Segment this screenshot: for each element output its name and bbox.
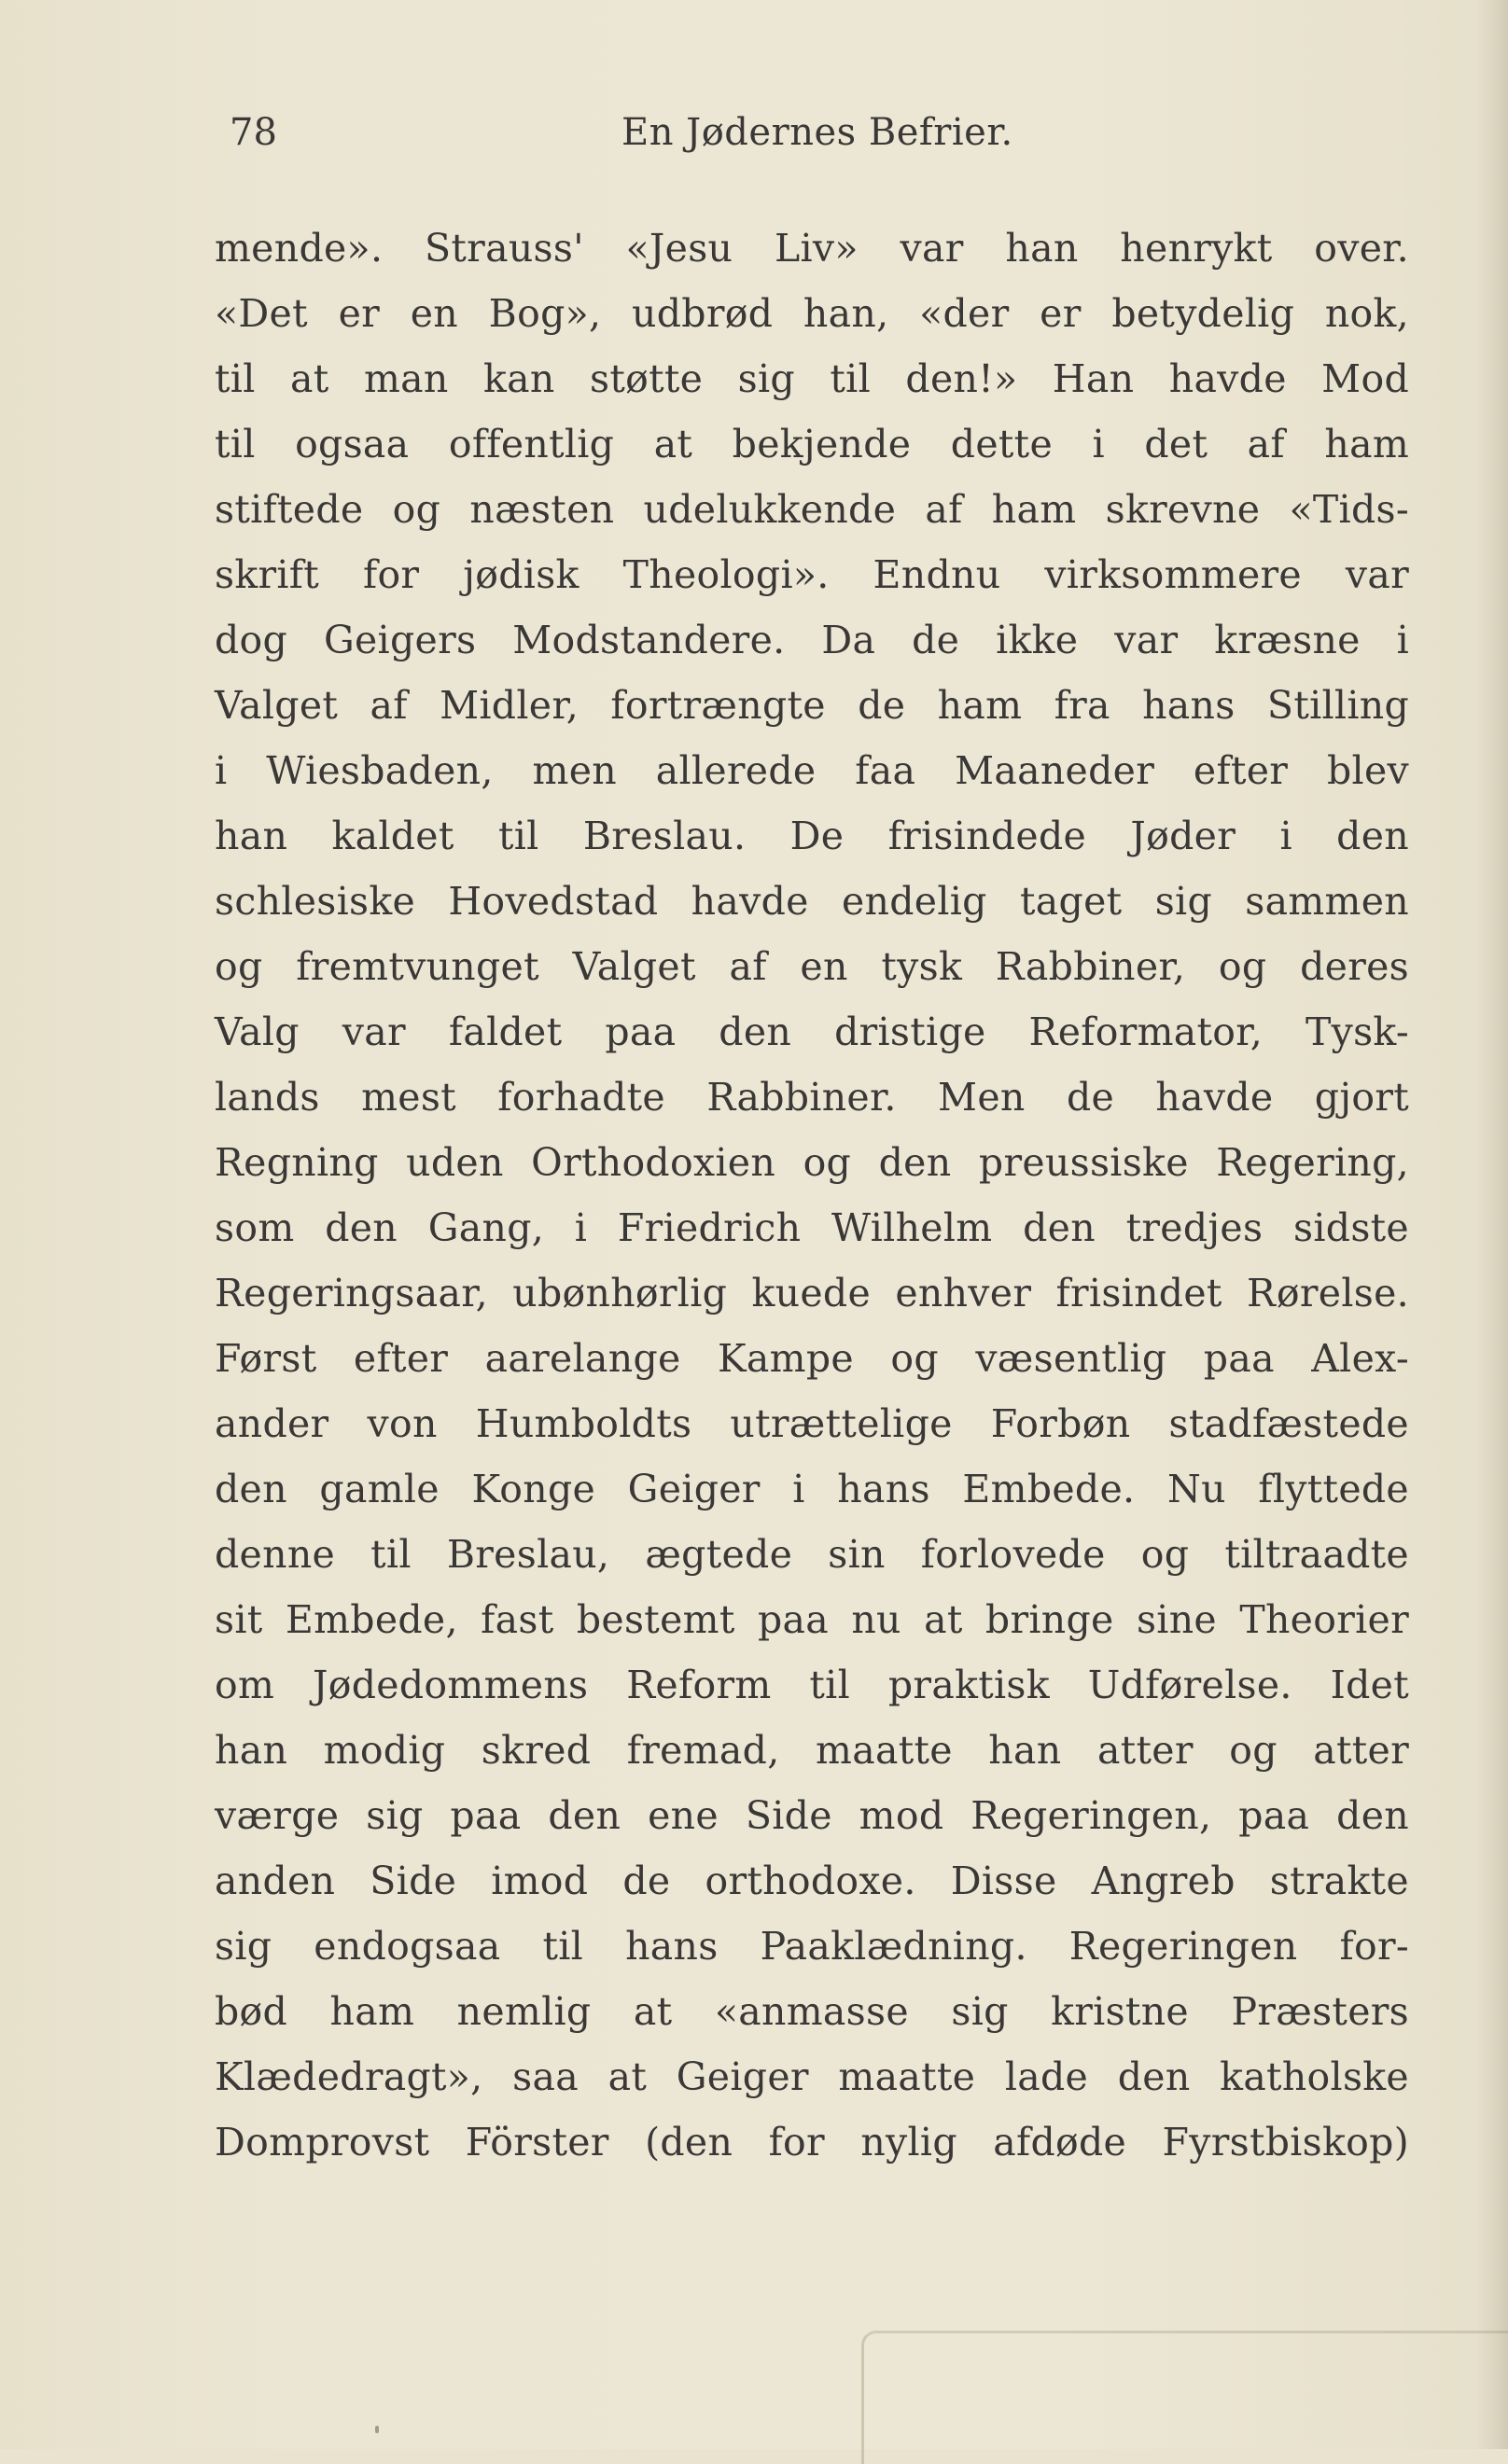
text-line: i Wiesbaden, men allerede faa Maaneder efter blev [215, 748, 1409, 793]
text-line: stiftede og næsten udelukkende af ham skrevne «Tids- [215, 487, 1409, 532]
text-line: som den Gang, i Friedrich Wilhelm den tredjes sidste [215, 1205, 1409, 1250]
text-line: den gamle Konge Geiger i hans Embede. Nu flyttede [215, 1467, 1409, 1511]
text-line: dog Geigers Modstandere. Da de ikke var kræsne i [215, 618, 1409, 662]
text-line: Domprovst Förster (den for nylig afdøde Fyrstbiskop) [215, 2120, 1409, 2165]
text-line: og fremtvunget Valget af en tysk Rabbiner, og deres [215, 944, 1409, 989]
text-line: skrift for jødisk Theologi». Endnu virksommere var [215, 552, 1409, 597]
text-line: til at man kan støtte sig til den!» Han havde Mod [215, 356, 1409, 401]
text-line: Regeringsaar, ubønhørlig kuede enhver frisindet Rørelse. [215, 1271, 1409, 1316]
text-line: «Det er en Bog», udbrød han, «der er betydelig nok, [215, 291, 1409, 336]
running-title: En Jødernes Befrier. [621, 111, 1013, 154]
text-line: mende». Strauss' «Jesu Liv» var han henrykt over. [215, 226, 1409, 271]
ink-speck [375, 2426, 379, 2433]
text-line: anden Side imod de orthodoxe. Disse Angreb strakte [215, 1858, 1409, 1903]
text-line: til ogsaa offentlig at bekjende dette i det af ham [215, 422, 1409, 466]
text-line: sit Embede, fast bestemt paa nu at bringe sine Theorier [215, 1597, 1409, 1642]
page-number: 78 [230, 111, 277, 154]
text-line: bød ham nemlig at «anmasse sig kristne Præsters [215, 1989, 1409, 2034]
text-line: han modig skred fremad, maatte han atter og atter [215, 1728, 1409, 1773]
text-line: Valg var faldet paa den dristige Reformator, Tysk- [215, 1009, 1409, 1054]
text-line: om Jødedommens Reform til praktisk Udførelse. Idet [215, 1663, 1409, 1707]
text-line: Klædedragt», saa at Geiger maatte lade den katholske [215, 2054, 1409, 2099]
text-line: ander von Humboldts utrættelige Forbøn stadfæstede [215, 1401, 1409, 1446]
text-line: Først efter aarelange Kampe og væsentlig paa Alex- [215, 1336, 1409, 1381]
text-line: Regning uden Orthodoxien og den preussiske Regering, [215, 1140, 1409, 1185]
text-line: sig endogsaa til hans Paaklædning. Regeringen for- [215, 1924, 1409, 1969]
page-header [230, 104, 1415, 160]
body-text [215, 216, 1409, 2175]
page-fold-mark [861, 2331, 1508, 2464]
page-edge-shadow [1476, 0, 1508, 2449]
text-line: værge sig paa den ene Side mod Regeringen, paa den [215, 1793, 1409, 1838]
text-line: Valget af Midler, fortrængte de ham fra hans Stilling [215, 683, 1409, 728]
text-line: denne til Breslau, ægtede sin forlovede og tiltraadte [215, 1532, 1409, 1577]
text-line: han kaldet til Breslau. De frisindede Jøder i den [215, 814, 1409, 858]
text-line: lands mest forhadte Rabbiner. Men de havde gjort [215, 1075, 1409, 1120]
text-line: schlesiske Hovedstad havde endelig taget sig sammen [215, 879, 1409, 924]
